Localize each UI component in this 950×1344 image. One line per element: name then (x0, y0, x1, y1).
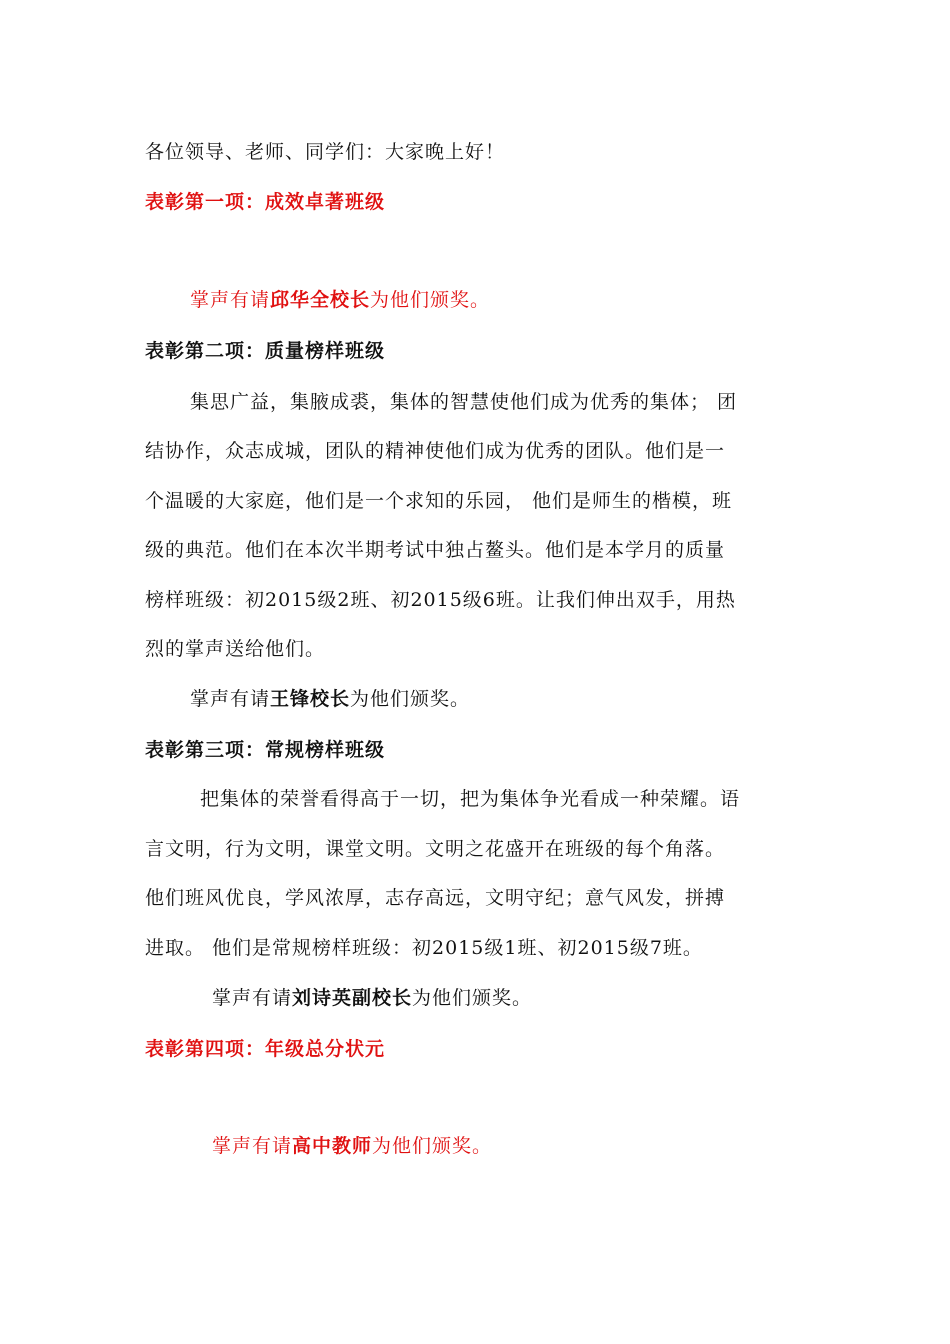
section-3-heading: 表彰第三项：常规榜样班级 (145, 739, 386, 761)
presenter-suffix: 为他们颁奖。 (370, 289, 491, 311)
presenter-name: 刘诗英副校长 (292, 987, 413, 1009)
section-2-paragraph-line: 级的典范。他们在本次半期考试中独占鳌头。他们是本学月的质量 (145, 539, 726, 561)
section-2-paragraph-line: 结协作，众志成城，团队的精神使他们成为优秀的团队。他们是一 (145, 440, 726, 462)
presenter-suffix: 为他们颁奖。 (350, 688, 471, 710)
section-2-paragraph-line: 烈的掌声送给他们。 (145, 638, 326, 660)
section-4-heading: 表彰第四项：年级总分状元 (145, 1038, 386, 1060)
presenter-suffix: 为他们颁奖。 (412, 987, 533, 1009)
section-1-presenter (190, 287, 490, 313)
presenter-name: 王锋校长 (270, 688, 351, 710)
presenter-prefix: 掌声有请 (190, 688, 271, 710)
section-1-heading: 表彰第一项：成效卓著班级 (145, 191, 386, 213)
section-3-paragraph-line: 把集体的荣誉看得高于一切，把为集体争光看成一种荣耀。语 (200, 788, 741, 810)
presenter-suffix: 为他们颁奖。 (372, 1135, 493, 1157)
section-2-paragraph-line: 个温暖的大家庭，他们是一个求知的乐园， 他们是师生的楷模，班 (145, 490, 733, 512)
presenter-name: 高中教师 (292, 1135, 373, 1157)
section-4-presenter (212, 1133, 492, 1159)
section-2-heading: 表彰第二项：质量榜样班级 (145, 340, 386, 362)
section-2-paragraph-line: 集思广益，集腋成裘，集体的智慧使他们成为优秀的集体； 团 (190, 391, 738, 413)
section-3-paragraph-line: 言文明，行为文明，课堂文明。文明之花盛开在班级的每个角落。 (145, 838, 726, 860)
section-3-presenter (212, 985, 532, 1011)
section-2-presenter (190, 686, 470, 712)
presenter-prefix: 掌声有请 (212, 987, 293, 1009)
section-3-paragraph-line: 他们班风优良，学风浓厚，志存高远，文明守纪；意气风发，拼搏 (145, 887, 726, 909)
presenter-prefix: 掌声有请 (212, 1135, 293, 1157)
section-2-paragraph-line: 榜样班级：初2015级2班、初2015级6班。让我们伸出双手，用热 (145, 589, 736, 611)
greeting-text: 各位领导、老师、同学们：大家晚上好！ (145, 141, 506, 163)
presenter-name: 邱华全校长 (270, 289, 371, 311)
presenter-prefix: 掌声有请 (190, 289, 271, 311)
section-3-paragraph-line: 进取。 他们是常规榜样班级：初2015级1班、初2015级7班。 (145, 937, 703, 959)
